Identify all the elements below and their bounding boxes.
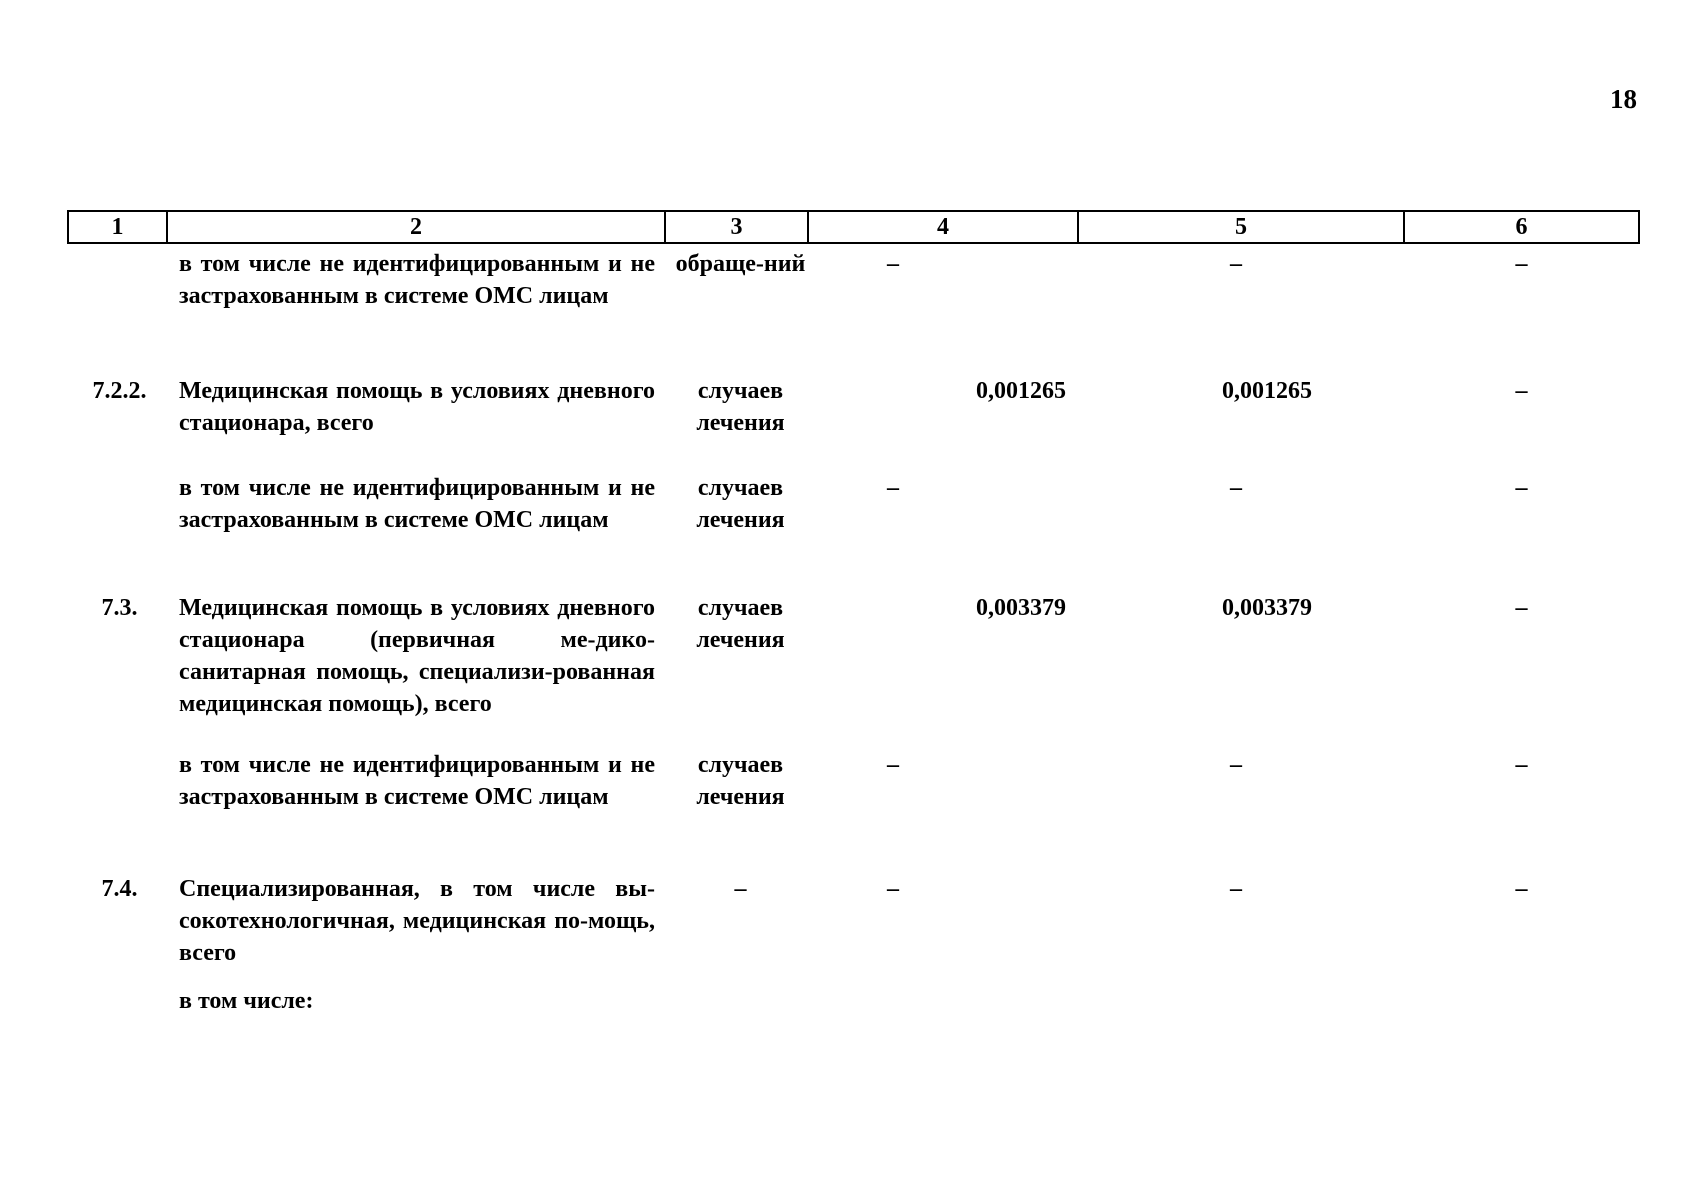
row-col4: – [887, 752, 899, 778]
row-col5: – [1230, 876, 1242, 902]
table-row [68, 985, 1639, 1025]
row-number: 7.2.2. [92, 378, 147, 404]
row-number: 7.4. [101, 876, 138, 902]
table-row [68, 592, 1639, 749]
table-row [68, 873, 1639, 985]
row-name: в том числе не идентифицированным и не застрахованным в системе ОМС лицам [179, 475, 655, 533]
table-row [68, 749, 1639, 873]
row-number: 7.3. [101, 595, 138, 621]
header-row [68, 211, 1639, 243]
row-name: в том числе не идентифицированным и не застрахованным в системе ОМС лицам [179, 251, 655, 309]
row-col4: – [887, 251, 899, 277]
row-number [68, 749, 167, 873]
table-row [68, 375, 1639, 472]
row-name: Медицинская помощь в условиях дневного стационара (первичная ме-дико-санитарная помощь, специализи-рованная медицинская помощь), всего [179, 595, 655, 717]
row-col6 [1404, 985, 1639, 1025]
row-col5: – [1230, 752, 1242, 778]
row-name: в том числе: [179, 988, 314, 1014]
header-col-3: 3 [665, 211, 808, 243]
row-col4: 0,001265 [976, 378, 1066, 404]
row-name: Медицинская помощь в условиях дневного стационара, всего [179, 378, 655, 436]
header-col-4: 4 [808, 211, 1078, 243]
row-number [68, 985, 167, 1025]
row-unit [665, 985, 808, 1025]
header-col-1: 1 [68, 211, 167, 243]
row-col6: – [1515, 876, 1528, 902]
row-col4: – [887, 475, 899, 501]
row-col5: – [1230, 475, 1242, 501]
statistics-table [67, 210, 1640, 1025]
row-col5: 0,003379 [1222, 595, 1312, 621]
row-unit: случаев лечения [696, 752, 785, 810]
row-col5 [1078, 985, 1404, 1025]
row-name: Специализированная, в том числе вы-сокотехнологичная, медицинская по-мощь, всего [179, 876, 655, 966]
row-col4: – [887, 876, 899, 902]
row-col4: 0,003379 [976, 595, 1066, 621]
row-col5: 0,001265 [1222, 378, 1312, 404]
header-col-5: 5 [1078, 211, 1404, 243]
header-col-6: 6 [1404, 211, 1639, 243]
row-col6: – [1515, 752, 1528, 778]
row-col6: – [1515, 475, 1528, 501]
row-unit: – [734, 876, 747, 902]
row-number [68, 472, 167, 592]
row-unit: обраще-ний [675, 251, 806, 277]
row-unit: случаев лечения [696, 475, 785, 533]
header-col-2: 2 [167, 211, 665, 243]
row-col6: – [1515, 251, 1528, 277]
table-row [68, 472, 1639, 592]
page-number: 18 [1610, 84, 1637, 114]
table-header [68, 211, 1639, 243]
row-name: в том числе не идентифицированным и не застрахованным в системе ОМС лицам [179, 752, 655, 810]
row-col4 [808, 985, 1078, 1025]
table-row [68, 243, 1639, 375]
row-number [68, 243, 167, 375]
row-col6: – [1515, 378, 1528, 404]
row-col5: – [1230, 251, 1242, 277]
row-col6: – [1515, 595, 1528, 621]
row-unit: случаев лечения [696, 378, 785, 436]
row-unit: случаев лечения [696, 595, 785, 653]
